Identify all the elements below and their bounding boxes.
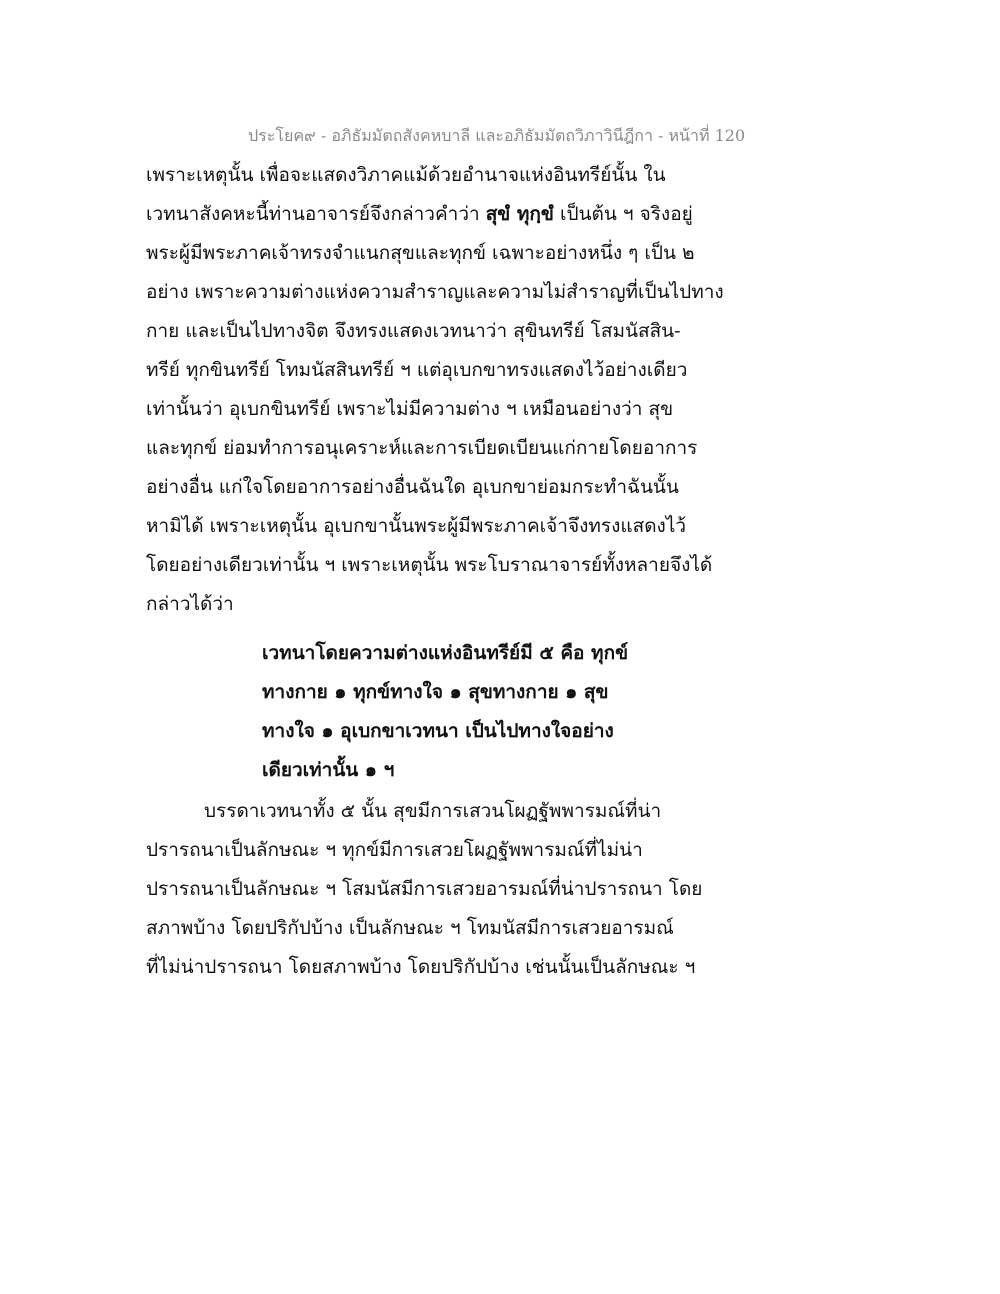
paragraph-line: ทรีย์ ทุกขินทรีย์ โทมนัสสินทรีย์ ฯ แต่อุเบกขาทรงแสดงไว้อย่างเดียว [146,359,688,381]
paragraph-line: ปรารถนาเป็นลักษณะ ฯ โสมนัสมีการเสวยอารมณ์ที่น่าปรารถนา โดย [146,878,703,900]
paragraph-line: กล่าวได้ว่า [146,593,234,615]
paragraph-line: บรรดาเวทนาทั้ง ๕ นั้น สุขมีการเสวนโผฏฐัพพารมณ์ที่น่า [204,800,662,822]
bold-term: สุขํ ทุกฺขํ [485,203,554,225]
paragraph-2 [146,792,866,987]
paragraph-line: และทุกข์ ย่อมทำการอนุเคราะห์และการเบียดเบียนแก่กายโดยอาการ [146,437,698,459]
paragraph-line: หามิได้ เพราะเหตุนั้น อุเบกขานั้นพระผู้มีพระภาคเจ้าจึงทรงแสดงไว้ [146,515,687,537]
verse-line: เวทนาโดยความต่างแห่งอินทรีย์มี ๕ คือ ทุกข์ [262,642,629,664]
paragraph-line: ที่ไม่น่าปรารถนา โดยสภาพบ้าง โดยปริกัปบ้าง เช่นนั้นเป็นลักษณะ ฯ [146,956,696,978]
paragraph-line: ปรารถนาเป็นลักษณะ ฯ ทุกข์มีการเสวยโผฏฐัพพารมณ์ที่ไม่น่า [146,839,643,861]
page-header: ประโยค๙ - อภิธัมมัตถสังคหบาลี และอภิธัมมัตถวิภาวินีฎีกา - หน้าที่ 120 [248,126,746,145]
verse-block [262,634,782,790]
verse-line: ทางกาย ๑ ทุกข์ทางใจ ๑ สุขทางกาย ๑ สุข [262,681,609,703]
paragraph-1 [146,156,866,624]
paragraph-line: เพราะเหตุนั้น เพื่อจะแสดงวิภาคแม้ด้วยอำนาจแห่งอินทรีย์นั้น ใน [146,164,666,186]
paragraph-line [146,195,866,234]
text-run: เป็นต้น ฯ จริงอยู่ [553,203,693,225]
paragraph-line: เท่านั้นว่า อุเบกขินทรีย์ เพราะไม่มีความต่าง ฯ เหมือนอย่างว่า สุข [146,398,674,420]
verse-line: เดียวเท่านั้น ๑ ฯ [262,759,395,781]
paragraph-line: โดยอย่างเดียวเท่านั้น ฯ เพราะเหตุนั้น พระโบราณาจารย์ทั้งหลายจึงได้ [146,554,713,576]
paragraph-line: กาย และเป็นไปทางจิต จึงทรงแสดงเวทนาว่า สุขินทรีย์ โสมนัสสิน- [146,320,681,342]
verse-line: ทางใจ ๑ อุเบกขาเวทนา เป็นไปทางใจอย่าง [262,720,614,742]
paragraph-line: อย่างอื่น แก่ใจโดยอาการอย่างอื่นฉันใด อุเบกขาย่อมกระทำฉันนั้น [146,476,679,498]
paragraph-line: พระผู้มีพระภาคเจ้าทรงจำแนกสุขและทุกข์ เฉพาะอย่างหนึ่ง ๆ เป็น ๒ [146,242,695,264]
paragraph-line: อย่าง เพราะความต่างแห่งความสำราญและความไม่สำราญที่เป็นไปทาง [146,281,724,303]
paragraph-line: สภาพบ้าง โดยปริกัปบ้าง เป็นลักษณะ ฯ โทมนัสมีการเสวยอารมณ์ [146,917,674,939]
text-run: เวทนาสังคหะนี้ท่านอาจารย์จึงกล่าวคำว่า [146,203,486,225]
